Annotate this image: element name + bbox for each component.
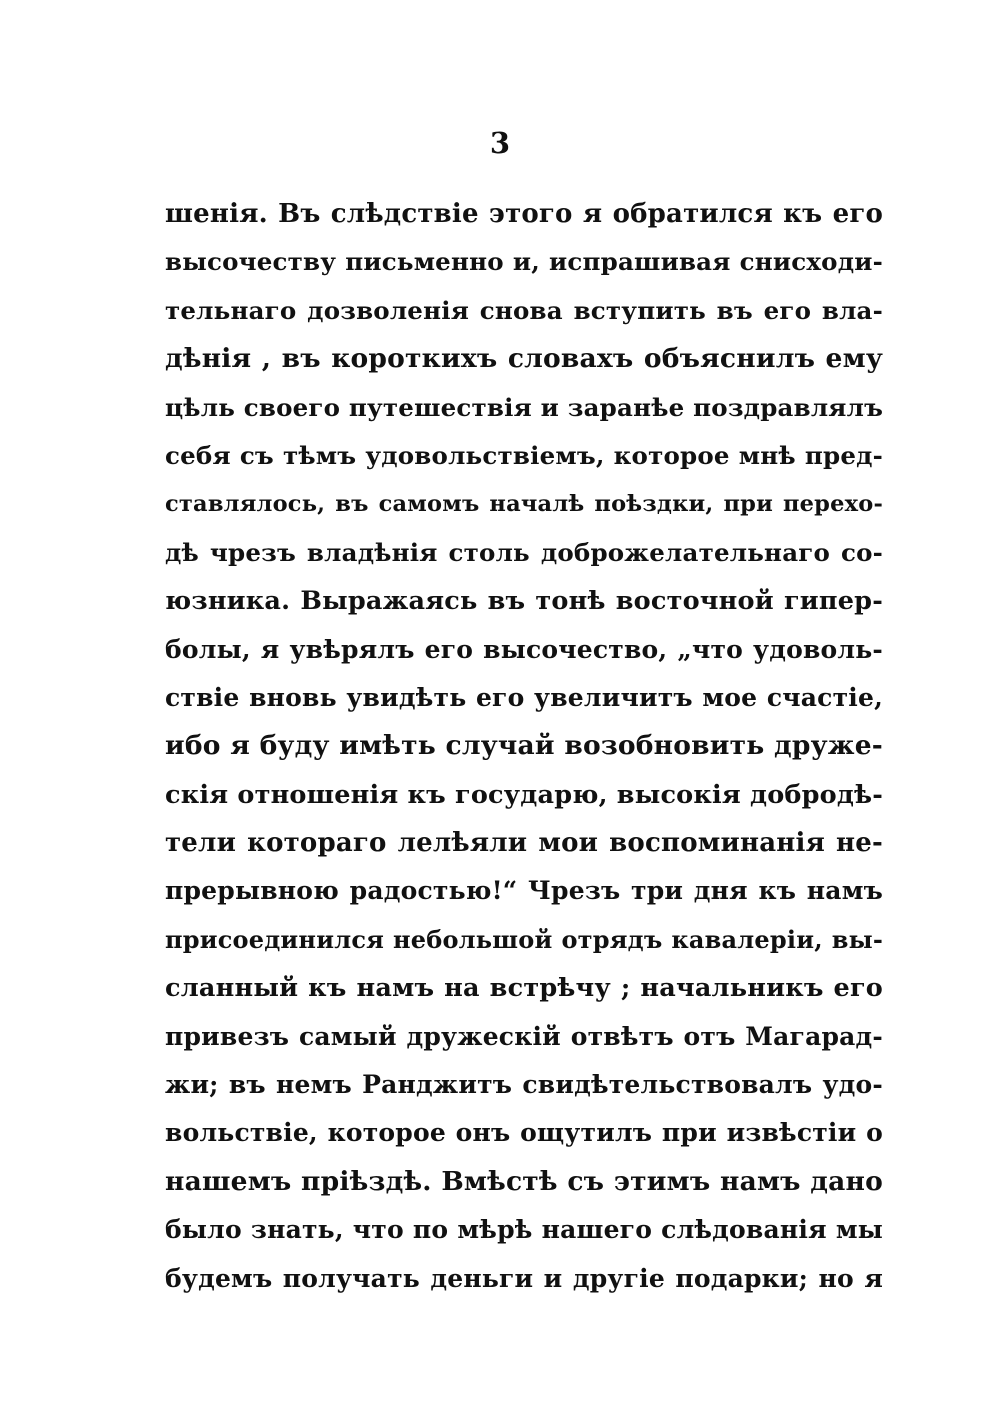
text-line: вольствіе, которое онъ ощутилъ при извѣстіи о <box>165 1118 883 1148</box>
text-line: было знать, что по мѣрѣ нашего слѣдованія мы <box>165 1215 883 1245</box>
text-line: сланный къ намъ на встрѣчу ; начальникъ его <box>165 973 883 1004</box>
text-line: ствіе вновь увидѣть его увеличитъ мое счастіе, <box>165 682 883 712</box>
text-line: высочеству письменно и, испрашивая снисходи- <box>165 247 883 277</box>
text-line: шенія. Въ слѣдствіе этого я обратился къ его <box>165 199 883 229</box>
text-line: нашемъ пріѣздѣ. Вмѣстѣ съ этимъ намъ дано <box>165 1165 883 1197</box>
text-line: скія отношенія къ государю, высокія добродѣ- <box>165 779 883 810</box>
text-line: тельнаго дозволенія снова вступить въ его вла- <box>165 295 883 325</box>
text-line: присоединился небольшой отрядъ кавалеріи, вы- <box>165 924 883 954</box>
text-line: привезъ самый дружескій отвѣтъ отъ Магарад- <box>165 1021 883 1051</box>
text-line: ибо я буду имѣть случай возобновить друже- <box>165 730 883 762</box>
text-line: прерывною радостью!“ Чрезъ три дня къ намъ <box>165 876 883 906</box>
text-line: себя съ тѣмъ удовольствіемъ, которое мнѣ пред- <box>165 440 883 470</box>
text-line: цѣль своего путешествія и заранѣе поздравлялъ <box>165 392 884 422</box>
text-line: будемъ получать деньги и другіе подарки; но я <box>165 1263 883 1293</box>
text-line: болы, я увѣрялъ его высочество, „что удоволь- <box>165 634 883 664</box>
text-line: дѣнія , въ короткихъ словахъ объяснилъ ему <box>165 343 883 375</box>
text-line: тели котораго лелѣяли мои воспоминанія не- <box>165 828 883 859</box>
body-text <box>165 190 883 1303</box>
text-line: юзника. Выражаясь въ тонѣ восточной гипер- <box>165 586 883 617</box>
text-line: дѣ чрезъ владѣнія столь доброжелательнаго со- <box>165 537 883 567</box>
text-line: жи; въ немъ Ранджитъ свидѣтельствовалъ удо- <box>165 1070 883 1100</box>
text-line: ставлялось, въ самомъ началѣ поѣздки, при перехо- <box>165 491 883 518</box>
page-number: 3 <box>489 126 511 160</box>
